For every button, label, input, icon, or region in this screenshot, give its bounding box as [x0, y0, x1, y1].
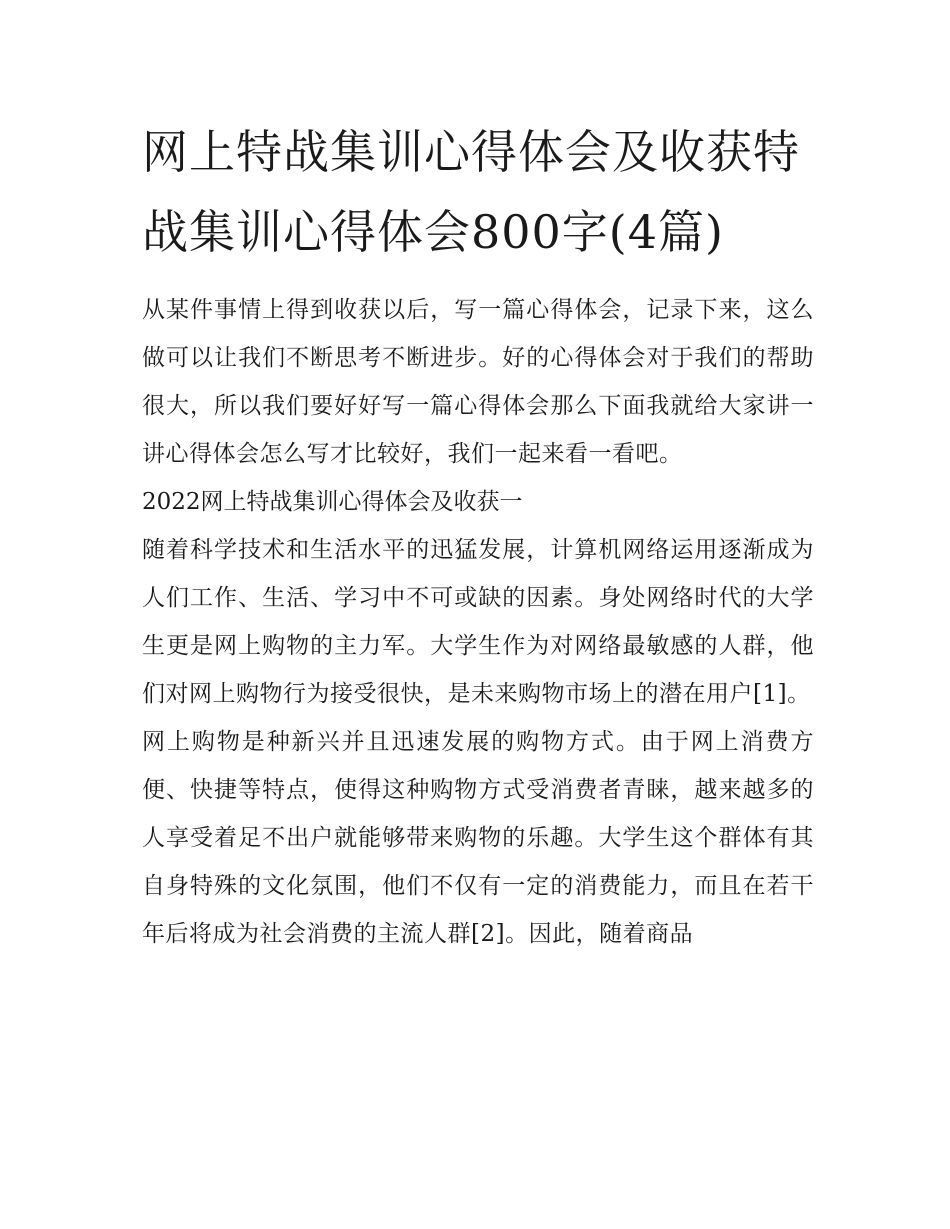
intro-paragraph: 从某件事情上得到收获以后，写一篇心得体会，记录下来，这么做可以让我们不断思考不断进步。好的心得体会对于我们的帮助很大，所以我们要好好写一篇心得体会那么下面我就给大家讲一讲心得体会怎么写才比较好，我们一起来看一看吧。	[142, 297, 814, 467]
section-heading: 2022网上特战集训心得体会及收获一	[142, 489, 523, 515]
body-paragraph-2: 网上购物是种新兴并且迅速发展的购物方式。由于网上消费方便、快捷等特点，使得这种购物方式受消费者青睐，越来越多的人享受着足不出户就能够带来购物的乐趣。大学生这个群体有其自身特殊的文化氛围，他们不仅有一定的消费能力，而且在若干年后将成为社会消费的主流人群[2]。因此，随着商品	[142, 729, 814, 947]
body-paragraph-1: 随着科学技术和生活水平的迅猛发展，计算机网络运用逐渐成为人们工作、生活、学习中不可或缺的因素。身处网络时代的大学生更是网上购物的主力军。大学生作为对网络最敏感的人群，他们对网上购物行为接受很快，是未来购物市场上的潜在用户[1]。	[142, 537, 814, 707]
document-page	[142, 112, 814, 958]
document-title: 网上特战集训心得体会及收获特战集训心得体会800字(4篇)	[142, 125, 800, 259]
